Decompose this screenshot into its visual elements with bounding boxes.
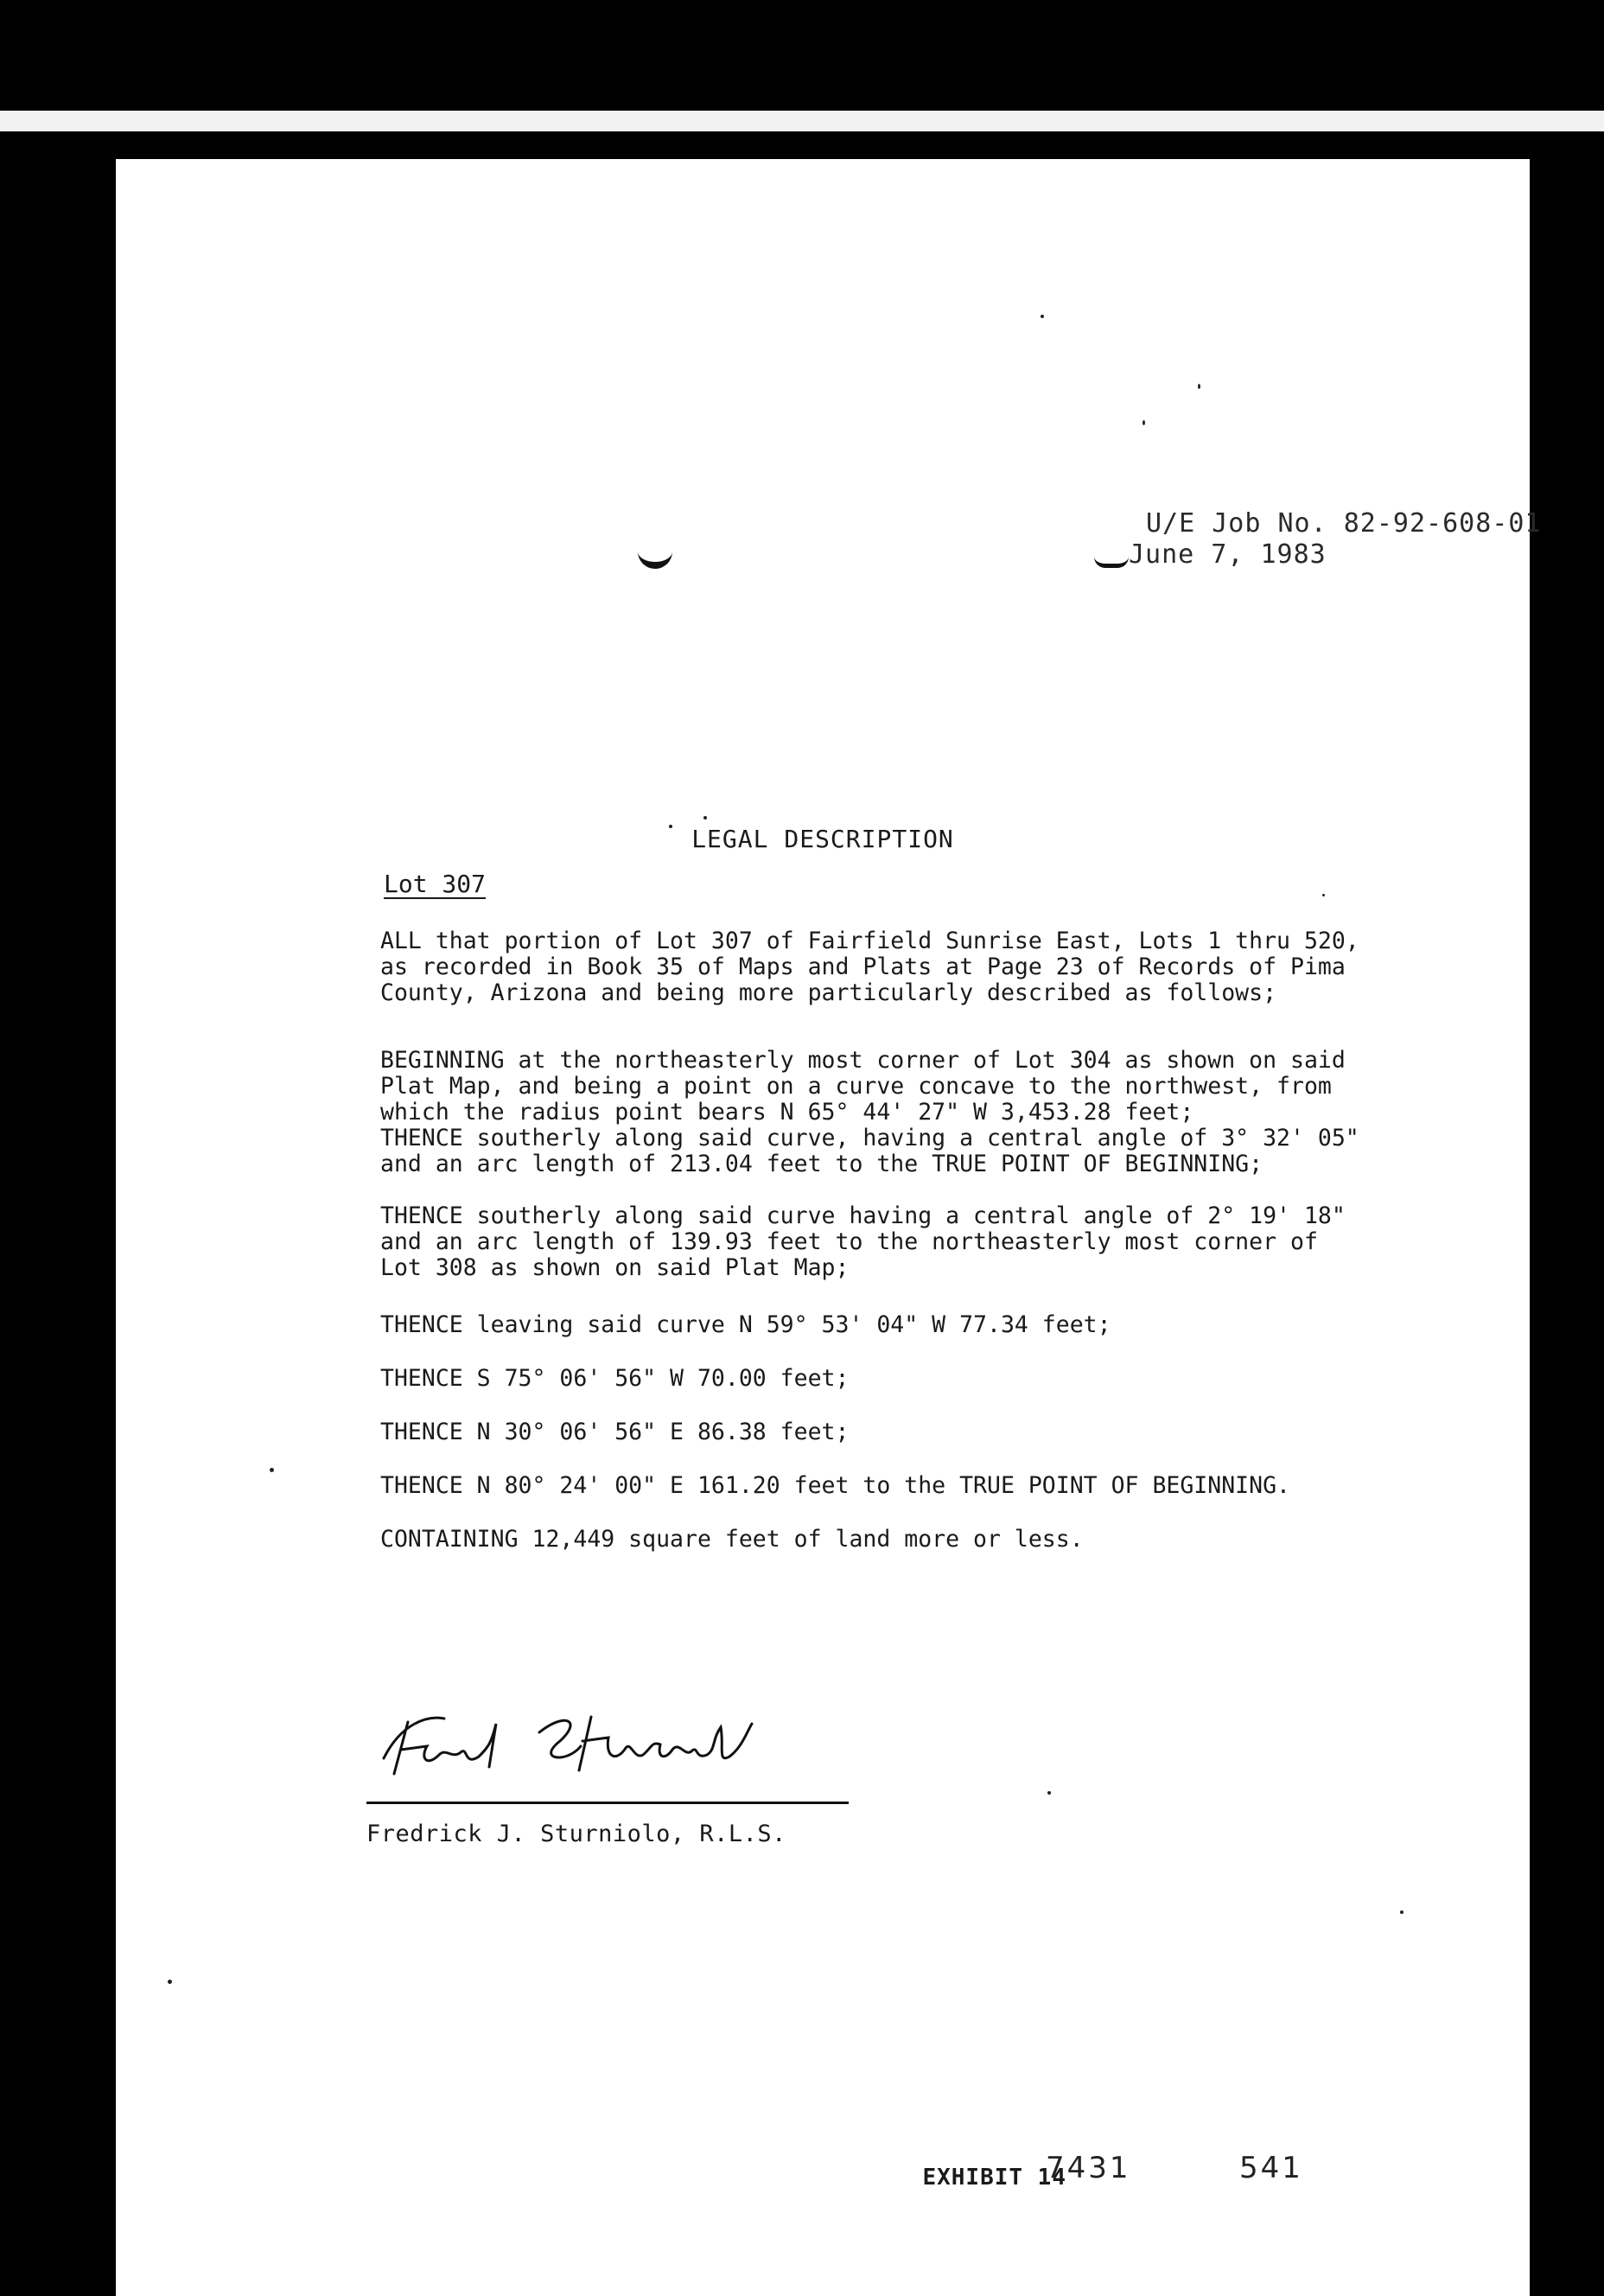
beginning-paragraph: BEGINNING at the northeasterly most corner of Lot 304 as shown on said Plat Map, and being a point on a curve concave to the northwest, from which the radius point bears N 65° 44' 27" W 3,453.28 feet; THENCE southerly along said curve, having a central angle of 3° 32' 05" and an arc length of 213.04 feet to the TRUE POINT OF BEGINNING; [380,1047,1359,1177]
signature-image [366,1706,850,1784]
thence-curve-paragraph: THENCE southerly along said curve having a central angle of 2° 19' 18" and an arc length of 139.93 feet to the northeasterly most corner of Lot 308 as shown on said Plat Map; [380,1202,1346,1281]
scan-speck [1400,1910,1404,1914]
document-date: June 7, 1983 [1129,539,1327,570]
intro-paragraph: ALL that portion of Lot 307 of Fairfield Sunrise East, Lots 1 thru 520, as recorded in Book 35 of Maps and Plats at Page 23 of Records of Pima County, Arizona and being more particularly described as follows; [380,928,1359,1006]
scan-speck [1198,384,1200,389]
containing-line: CONTAINING 12,449 square feet of land more or less. [380,1526,1084,1553]
scan-speck [1041,315,1044,318]
lot-heading: Lot 307 [384,870,487,898]
job-info [1129,508,1541,571]
scan-mark-right [1094,557,1129,568]
page-stamp-left: 7431 [1046,2151,1131,2185]
thence-s75-line: THENCE S 75° 06' 56" W 70.00 feet; [380,1365,850,1392]
scan-speck [1047,1791,1051,1795]
scan-speck [703,816,707,820]
scan-edge-stripe [0,111,1604,131]
signer-name: Fredrick J. Sturniolo, R.L.S. [366,1821,786,1847]
thence-n80-line: THENCE N 80° 24' 00" E 161.20 feet to the TRUE POINT OF BEGINNING. [380,1472,1290,1499]
thence-n30-line: THENCE N 30° 06' 56" E 86.38 feet; [380,1419,850,1445]
scan-top-border [0,0,1604,121]
job-number: U/E Job No. 82-92-608-01 [1146,508,1542,539]
thence-leaving-line: THENCE leaving said curve N 59° 53' 04" W 77.34 feet; [380,1311,1111,1338]
scan-mark-left [638,550,672,569]
scan-speck [1322,894,1325,896]
scan-speck [168,1980,172,1984]
scan-speck [270,1468,274,1472]
scan-speck [1143,420,1145,425]
document-page [116,159,1542,2296]
document-title: LEGAL DESCRIPTION [691,825,954,853]
page-stamp-right: 541 [1239,2151,1303,2185]
signature-line [366,1802,849,1804]
exhibit-label: EXHIBIT 14 [922,2165,1066,2191]
